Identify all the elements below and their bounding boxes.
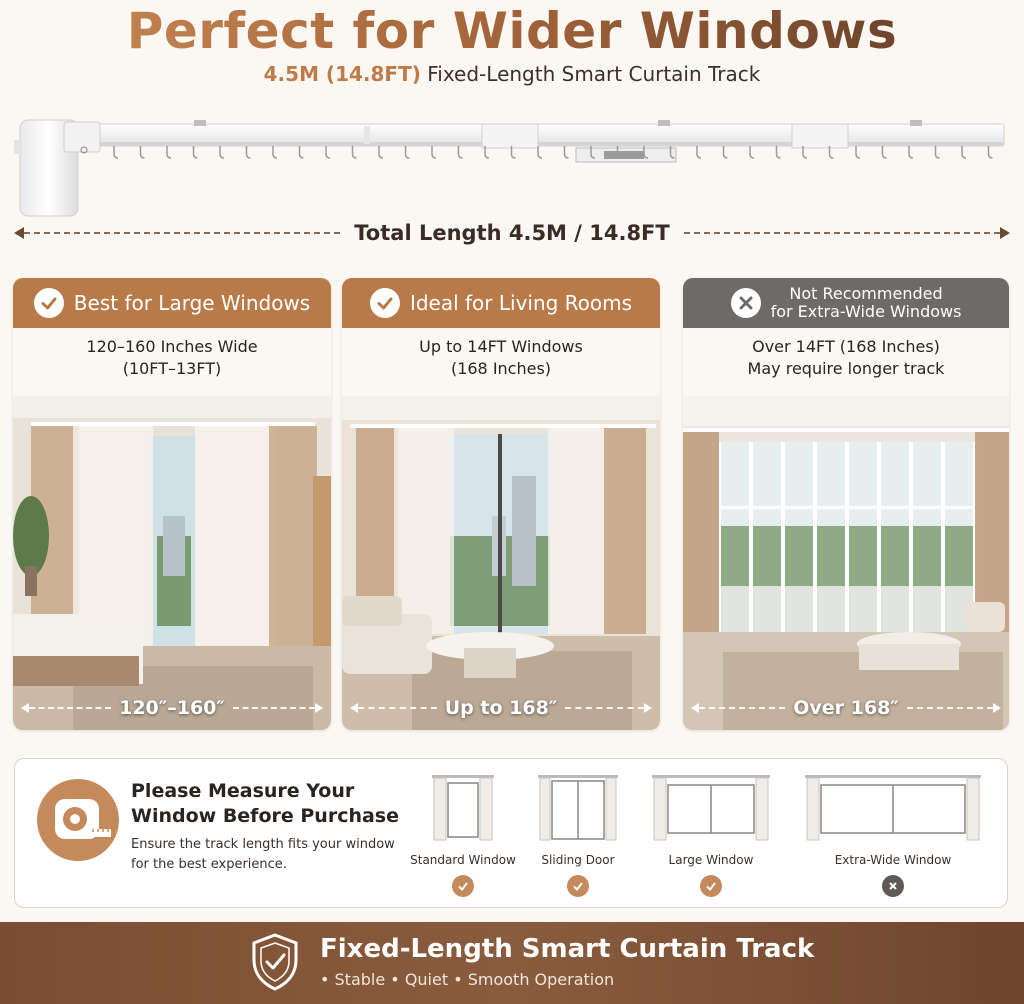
curtain-hook <box>353 146 357 158</box>
card-description <box>683 328 1009 396</box>
card-description <box>13 328 331 396</box>
window-label: Large Window <box>668 853 754 867</box>
card-title-line-1: Not Recommended <box>789 284 943 303</box>
measurement-label: Up to 168″ <box>444 697 558 719</box>
arrow-left-icon <box>21 703 29 713</box>
window-label: Standard Window <box>410 853 516 867</box>
door-frame <box>813 442 817 632</box>
check-icon <box>700 875 722 897</box>
width-measurement <box>13 694 331 722</box>
door-frame <box>941 442 945 632</box>
card-title: Ideal for Living Rooms <box>409 291 633 315</box>
curtain-hook <box>379 146 383 158</box>
card-title: Best for Large Windows <box>73 291 311 315</box>
card-description <box>342 328 660 396</box>
check-icon <box>567 875 589 897</box>
door-frame <box>845 442 849 632</box>
card-header <box>342 278 660 328</box>
shield-check-icon <box>250 932 300 996</box>
card-title <box>771 285 962 321</box>
curtain-hook <box>220 146 224 158</box>
check-icon <box>452 875 474 897</box>
curtain-hook <box>114 146 118 158</box>
card-line-2: (10FT–13FT) <box>122 359 222 378</box>
window-label: Extra-Wide Window <box>834 853 952 867</box>
curtain-hook <box>247 146 251 158</box>
arrow-right-icon <box>315 703 323 713</box>
curtain-hook <box>273 146 277 158</box>
footer-banner <box>0 922 1024 1004</box>
measure-title <box>131 779 399 829</box>
dimension-line <box>24 232 340 234</box>
measure-title-line-1: Please Measure Your <box>131 780 355 802</box>
card-title-line-2: for Extra-Wide Windows <box>770 302 962 321</box>
arrow-left-icon <box>14 227 24 239</box>
total-length-label: Total Length 4.5M / 14.8FT <box>354 221 670 245</box>
card-line-1: 120–160 Inches Wide <box>86 337 258 356</box>
measure-reminder-panel <box>14 758 1008 908</box>
x-circle-icon <box>731 288 761 318</box>
arrow-right-icon <box>1000 227 1010 239</box>
curtain-hook <box>909 146 913 158</box>
footer-subtitle: • Stable • Quiet • Smooth Operation <box>320 970 615 989</box>
card-line-2: May require longer track <box>747 359 945 378</box>
measurement-label: 120″–160″ <box>119 697 225 719</box>
x-icon <box>882 875 904 897</box>
bedroom-photo <box>13 396 331 730</box>
check-circle-icon <box>34 288 64 318</box>
curtain-hook <box>962 146 966 158</box>
measure-text <box>131 835 395 875</box>
large-window-icon <box>652 773 770 843</box>
curtain-hook <box>856 146 860 158</box>
door-frame <box>749 442 753 632</box>
measurement-label: Over 168″ <box>793 697 899 719</box>
door-frame <box>877 442 881 632</box>
door-frame <box>781 442 785 632</box>
curtain-hook <box>697 146 701 158</box>
curtain-hook <box>167 146 171 158</box>
card-header <box>683 278 1009 328</box>
card-living-rooms <box>342 278 660 730</box>
dimension-line <box>684 232 1000 234</box>
curtain-hook <box>989 146 993 158</box>
curtain-hook <box>406 146 410 158</box>
curtain-hook <box>194 146 198 158</box>
door-transom <box>717 506 975 509</box>
total-length-indicator <box>14 216 1010 250</box>
arrow-right-icon <box>993 703 1001 713</box>
card-large-windows <box>13 278 331 730</box>
arrow-left-icon <box>350 703 358 713</box>
curtain-hook <box>326 146 330 158</box>
card-line-1: Over 14FT (168 Inches) <box>752 337 940 356</box>
extra-wide-window-icon <box>805 773 981 843</box>
measure-text-line-2: for the best experience. <box>131 857 287 872</box>
window-type-sliding-door <box>528 773 628 897</box>
curtain-hook <box>883 146 887 158</box>
curtain-hook <box>538 146 542 158</box>
measuring-tape-icon <box>37 779 119 861</box>
wide-sliding-doors-photo <box>683 396 1009 730</box>
arrow-left-icon <box>691 703 699 713</box>
curtain-hook <box>459 146 463 158</box>
subtitle-length: 4.5M (14.8FT) <box>263 62 421 86</box>
window-label: Sliding Door <box>541 853 615 867</box>
page-subtitle <box>0 62 1024 86</box>
curtain-hook <box>777 146 781 158</box>
curtain-hook <box>724 146 728 158</box>
curtain-hook <box>300 146 304 158</box>
curtain-hook <box>432 146 436 158</box>
window-type-large <box>651 773 771 897</box>
card-not-recommended <box>683 278 1009 730</box>
width-measurement <box>342 694 660 722</box>
window-type-extra-wide <box>805 773 981 897</box>
width-measurement <box>683 694 1009 722</box>
footer-title: Fixed-Length Smart Curtain Track <box>320 934 815 964</box>
living-room-photo <box>342 396 660 730</box>
curtain-track-illustration <box>14 112 1010 222</box>
curtain-hook <box>565 146 569 158</box>
card-line-1: Up to 14FT Windows <box>419 337 583 356</box>
curtain-hook <box>936 146 940 158</box>
arrow-right-icon <box>644 703 652 713</box>
door-frame <box>909 442 913 632</box>
check-circle-icon <box>370 288 400 318</box>
card-header <box>13 278 331 328</box>
measure-title-line-2: Window Before Purchase <box>131 805 400 827</box>
measure-text-line-1: Ensure the track length fits your window <box>131 837 395 852</box>
card-line-2: (168 Inches) <box>450 359 552 378</box>
curtain-hook <box>141 146 145 158</box>
window-type-standard <box>405 773 521 897</box>
subtitle-text: Fixed-Length Smart Curtain Track <box>420 62 761 86</box>
page-title: Perfect for Wider Windows <box>0 2 1024 60</box>
curtain-hook <box>750 146 754 158</box>
sliding-door-icon <box>538 773 618 843</box>
standard-window-icon <box>432 773 494 843</box>
